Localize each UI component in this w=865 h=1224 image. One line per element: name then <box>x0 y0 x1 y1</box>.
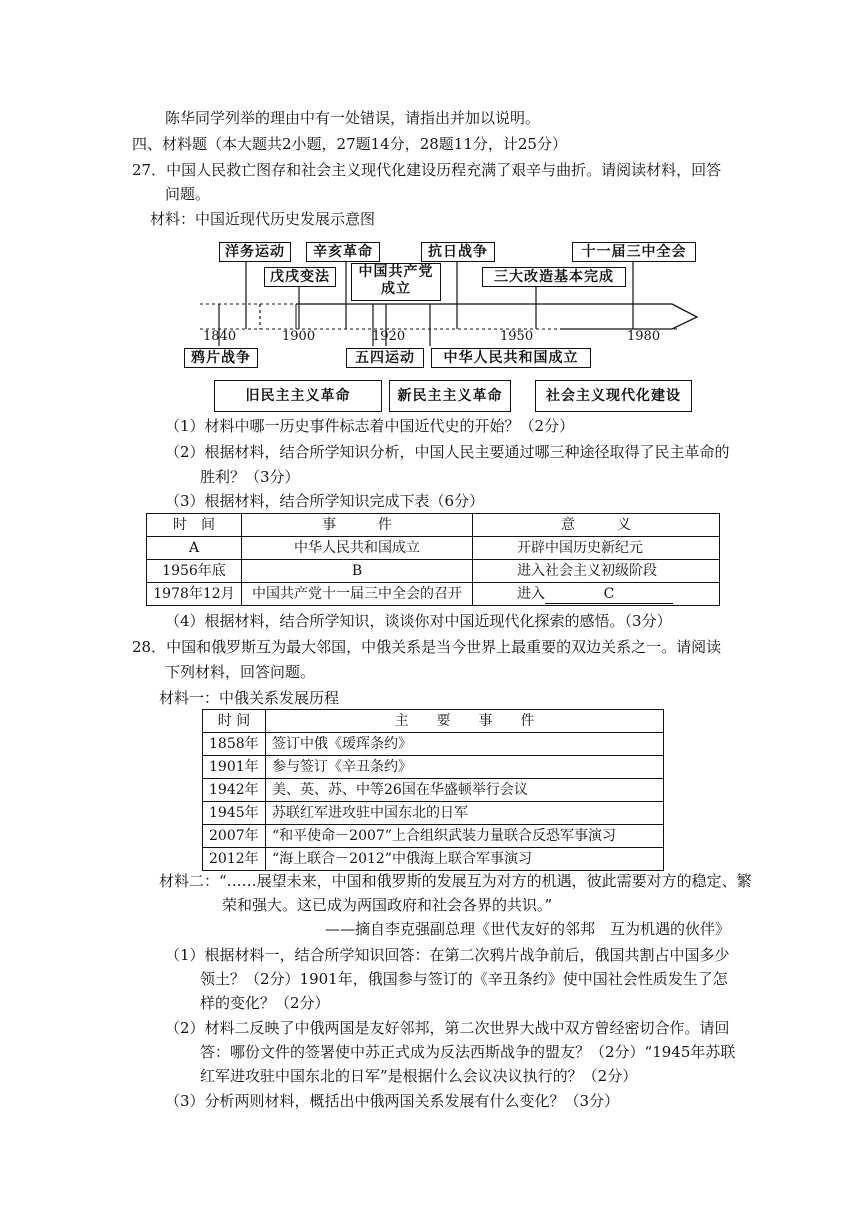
table-cell: 1942年 <box>203 779 266 802</box>
material-1-label: 材料一：中俄关系发展历程 <box>159 689 340 707</box>
year-1900: 1900 <box>282 329 316 344</box>
question-27-2-cont: 胜利？（3分） <box>200 468 300 486</box>
question-27-1: （1）材料中哪一历史事件标志着中国近代史的开始？（2分） <box>165 417 575 435</box>
table-row <box>147 537 720 560</box>
question-28-3: （3）分析两则材料，概括出中俄两国关系发展有什么变化？（3分） <box>165 1092 620 1110</box>
table-cell: 开辟中国历史新纪元 <box>473 537 720 560</box>
table-row <box>203 779 664 802</box>
table-cell: 2012年 <box>203 848 266 871</box>
table-row <box>203 802 664 825</box>
table-header: 主 要 事 件 <box>266 710 664 733</box>
material-2-text-cont: 荣和强大。这已成为两国政府和社会各界的共识。” <box>222 896 553 914</box>
question-27-stem: 27．中国人民救亡图存和社会主义现代化建设历程充满了艰辛与曲折。请阅读材料，回答 <box>132 161 722 179</box>
era-new-democratic: 新民主主义革命 <box>389 380 511 412</box>
table-header: 意 义 <box>473 514 720 537</box>
table-row <box>203 756 664 779</box>
table-cell: 中国共产党十一届三中全会的召开 <box>242 583 473 606</box>
table-header: 时 间 <box>203 710 266 733</box>
text-line: 陈华同学列举的理由中有一处错误，请指出并加以说明。 <box>165 109 541 127</box>
table-cell: “海上联合－2012”中俄海上联合军事演习 <box>266 848 664 871</box>
event-yangwu: 洋务运动 <box>219 242 291 262</box>
event-xinhai: 辛亥革命 <box>306 242 380 262</box>
event-kangri: 抗日战争 <box>421 242 495 262</box>
table-cell: 1945年 <box>203 802 266 825</box>
question-28-2: （2）材料二反映了中俄两国是友好邻邦，第二次世界大战中双方曾经密切合作。请回 <box>165 1019 730 1037</box>
material-2-text: 材料二：“……展望未来，中国和俄罗斯的发展互为对方的机遇，彼此需要对方的稳定、繁 <box>159 872 752 890</box>
table-28 <box>202 709 664 871</box>
event-cpc-founding <box>351 263 441 301</box>
section-heading: 四、材料题（本大题共2小题，27题14分，28题11分，计25分） <box>132 135 567 153</box>
table-row <box>147 583 720 606</box>
question-28-1: （1）根据材料一，结合所学知识回答：在第二次鸦片战争前后，俄国共割占中国多少 <box>165 946 730 964</box>
table-27 <box>146 513 720 606</box>
era-socialist: 社会主义现代化建设 <box>535 380 692 412</box>
table-header: 时 间 <box>147 514 242 537</box>
question-28-1-cont2: 样的变化？（2分） <box>200 994 330 1012</box>
table-cell: 美、英、苏、中等26国在华盛顿举行会议 <box>266 779 664 802</box>
event-sanzhong: 十一届三中全会 <box>572 242 696 262</box>
question-27-stem-cont: 问题。 <box>165 185 211 203</box>
question-27-2: （2）根据材料，结合所学知识分析，中国人民主要通过哪三种途径取得了民主革命的 <box>165 443 730 461</box>
event-wuxu: 戊戌变法 <box>264 267 336 287</box>
table-cell: 签订中俄《瑷珲条约》 <box>266 733 664 756</box>
event-cpc-line1: 中国共产党 <box>358 264 434 280</box>
table-cell: 1858年 <box>203 733 266 756</box>
event-wusi: 五四运动 <box>346 348 424 368</box>
question-28-2-cont2: 红军进攻驻中国东北的日军”是根据什么会议决议执行的？（2分） <box>200 1067 638 1085</box>
event-yapian: 鸦片战争 <box>184 348 258 368</box>
table-cell: 2007年 <box>203 825 266 848</box>
event-sanda: 三大改造基本完成 <box>482 267 626 287</box>
year-1920: 1920 <box>372 329 406 344</box>
question-28-stem-cont: 下列材料，回答问题。 <box>165 663 316 681</box>
material-2-source: ——摘自李克强副总理《世代友好的邻邦 互为机遇的伙伴》 <box>325 920 731 938</box>
year-1980: 1980 <box>627 329 661 344</box>
question-28-1-cont: 领土？（2分）1901年，俄国参与签订的《辛丑条约》使中国社会性质发生了怎 <box>200 970 728 988</box>
question-28-stem: 28．中国和俄罗斯互为最大邻国，中俄关系是当今世界上最重要的双边关系之一。请阅读 <box>132 638 722 656</box>
blank-c: C <box>545 585 673 604</box>
table-cell: 进入社会主义初级阶段 <box>473 560 720 583</box>
table-cell: 中华人民共和国成立 <box>242 537 473 560</box>
table-cell <box>473 583 720 606</box>
era-old-democratic: 旧民主主义革命 <box>214 380 382 412</box>
table-row <box>203 848 664 871</box>
table-header: 事 件 <box>242 514 473 537</box>
table-cell: “和平使命－2007”上合组织武装力量联合反恐军事演习 <box>266 825 664 848</box>
table-cell: A <box>147 537 242 560</box>
table-row <box>203 825 664 848</box>
question-27-4: （4）根据材料，结合所学知识，谈谈你对中国近现代化探索的感悟。（3分） <box>165 612 672 630</box>
table-cell: 1978年12月 <box>147 583 242 606</box>
question-27-3: （3）根据材料，结合所学知识完成下表（6分） <box>165 492 485 510</box>
table-row <box>147 560 720 583</box>
event-cpc-line2: 成立 <box>381 281 411 297</box>
year-1950: 1950 <box>500 329 534 344</box>
event-prc: 中华人民共和国成立 <box>431 348 591 368</box>
table-cell: 1956年底 <box>147 560 242 583</box>
table-cell: 苏联红军进攻驻中国东北的日军 <box>266 802 664 825</box>
fill-prefix: 进入 <box>517 586 545 602</box>
material-label: 材料：中国近现代历史发展示意图 <box>150 210 376 228</box>
table-row <box>203 733 664 756</box>
table-cell: 1901年 <box>203 756 266 779</box>
question-28-2-cont: 答：哪份文件的签署使中苏正式成为反法西斯战争的盟友？（2分）“1945年苏联 <box>200 1043 736 1061</box>
table-cell: B <box>242 560 473 583</box>
table-cell: 参与签订《辛丑条约》 <box>266 756 664 779</box>
year-1840: 1840 <box>203 329 237 344</box>
